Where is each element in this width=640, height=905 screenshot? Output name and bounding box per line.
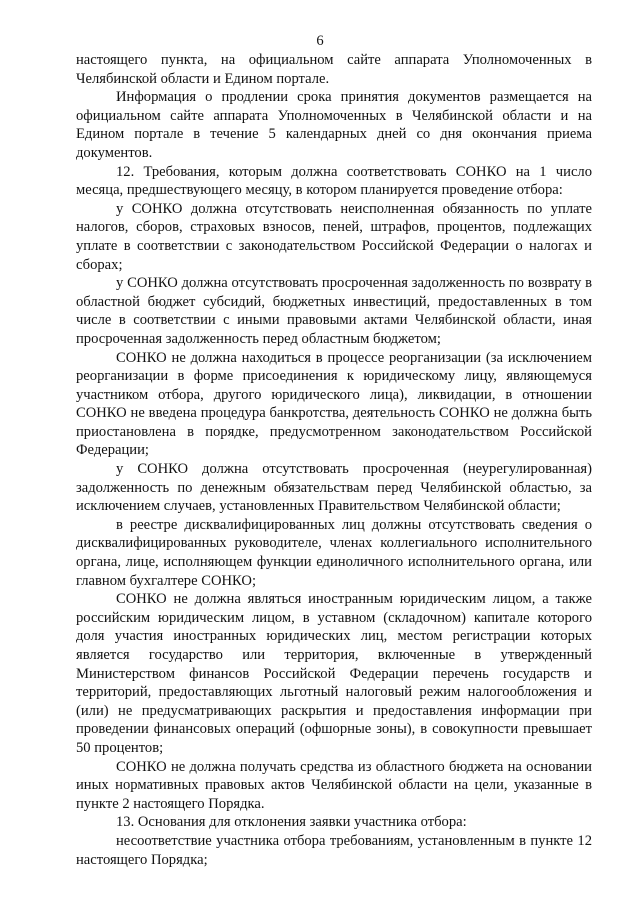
document-body	[76, 51, 592, 869]
paragraph: у СОНКО должна отсутствовать просроченная задолженность по возврату в областной бюджет субсидий, бюджетных инвестиций, предоставленных в том числе в соответствии с иными правовыми актами Челябинской области, иная просроченная задолженность перед областным бюджетом;	[76, 275, 592, 347]
paragraph: настоящего пункта, на официальном сайте аппарата Уполномоченных в Челябинской области и Едином портале.	[76, 52, 592, 87]
paragraph: СОНКО не должна находиться в процессе реорганизации (за исключением реорганизации в форме присоединения к юридическому лицу, являющемуся участником отбора, другого юридического лица), ликвидации, в отношении СОНКО не введена процедура банкротства, деятельность СОНКО не должна быть приостановлена в порядке, предусмотренном законодательством Российской Федерации;	[76, 349, 592, 459]
paragraph: СОНКО не должна являться иностранным юридическим лицом, а также российским юридическим лицом, в уставном (складочном) капитале которого доля участия иностранных юридических лиц, местом регистрации которых является государство или территория, включенные в утвержденный Министерством финансов Российской Федерации перечень государств и территорий, предоставляющих льготный налоговый режим налогообложения и (или) не предусматривающих раскрытия и предоставления информации при проведении финансовых операций (офшорные зоны), в совокупности превышает 50 процентов;	[76, 591, 592, 756]
page-number: 6	[316, 33, 324, 49]
paragraph: несоответствие участника отбора требованиям, установленным в пункте 12 настоящего Порядка;	[76, 832, 592, 868]
paragraph: Информация о продлении срока принятия документов размещается на официальном сайте аппарата Уполномоченных в Челябинской области и на Едином портале в течение 5 календарных дней со дня окончания приема документов.	[76, 89, 592, 161]
paragraph: у СОНКО должна отсутствовать неисполненная обязанность по уплате налогов, сборов, страховых взносов, пеней, штрафов, процентов, подлежащих уплате в соответствии с законодательством Российской Федерации о налогах и сборах;	[76, 200, 592, 273]
paragraph: 12. Требования, которым должна соответствовать СОНКО на 1 число месяца, предшествующего месяцу, в котором планируется проведение отбора:	[76, 163, 592, 199]
paragraph: 13. Основания для отклонения заявки участника отбора:	[116, 814, 467, 831]
paragraph: СОНКО не должна получать средства из областного бюджета на основании иных нормативных правовых актов Челябинской области на цели, указанные в пункте 2 настоящего Порядка.	[76, 758, 592, 812]
paragraph: у СОНКО должна отсутствовать просроченная (неурегулированная) задолженность по денежным обязательствам перед Челябинской областью, за исключением случаев, установленных Правительством Челябинской области;	[76, 461, 592, 515]
paragraph: в реестре дисквалифицированных лиц должны отсутствовать сведения о дисквалифицированных руководителе, членах коллегиального исполнительного органа, лице, исполняющем функции единоличного исполнительного органа, или главном бухгалтере СОНКО;	[76, 516, 592, 589]
